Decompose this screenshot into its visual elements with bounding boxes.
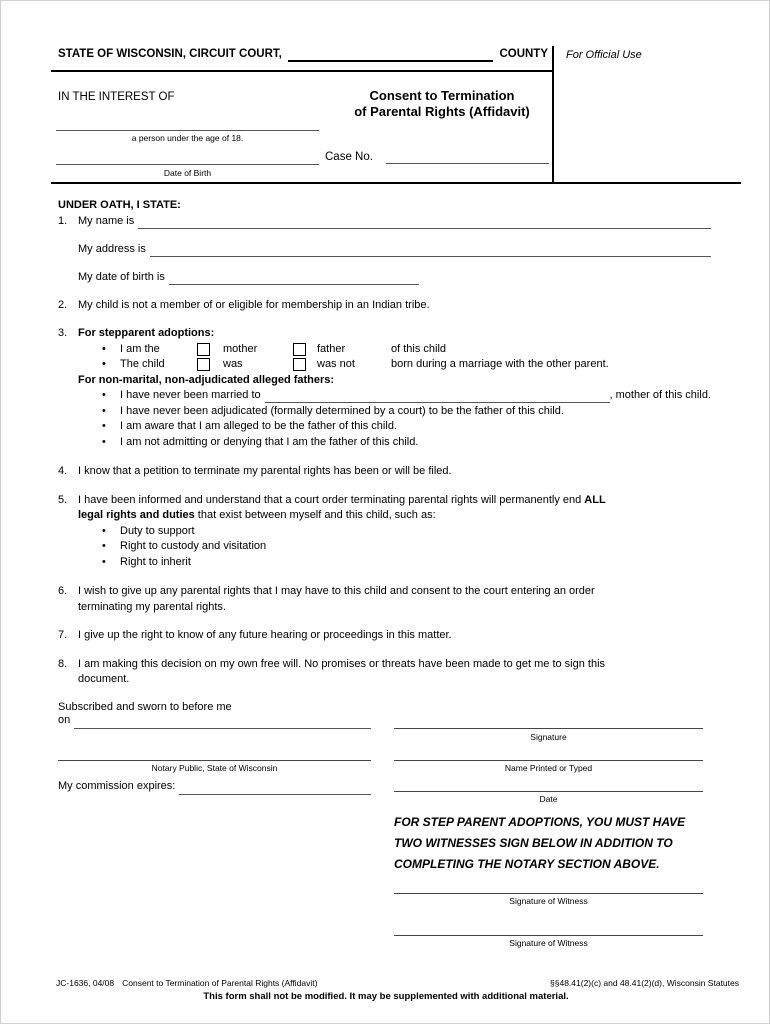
witness-signature-line-2[interactable]	[394, 935, 703, 936]
form-title-line-2: of Parental Rights (Affidavit)	[354, 104, 530, 119]
alleged-father-bullet: • I am aware that I am alleged to be the father of this child.	[78, 419, 711, 435]
item-1	[58, 214, 711, 298]
stepparent-heading: For stepparent adoptions:	[78, 327, 215, 339]
never-married-bullet	[78, 388, 711, 404]
county-name-field-line[interactable]	[288, 50, 494, 62]
date-caption: Date	[539, 794, 558, 804]
name-field-line[interactable]	[138, 214, 711, 230]
child-name-field-line[interactable]	[56, 117, 319, 131]
item-8-line-2: document.	[78, 673, 130, 685]
footer-form-id	[56, 978, 317, 989]
court-header-row	[58, 47, 548, 63]
item-4	[58, 464, 711, 480]
interest-label: IN THE INTEREST OF	[58, 91, 175, 103]
sworn-text: Subscribed and sworn to before me	[58, 701, 232, 713]
witness-caption-2: Signature of Witness	[509, 938, 588, 948]
duty-support-bullet: • Duty to support	[78, 524, 711, 540]
oath-heading: UNDER OATH, I STATE:	[58, 199, 181, 211]
signature-caption: Signature	[530, 732, 567, 742]
name-field-row	[78, 214, 711, 230]
footer-statutes: §§48.41(2)(c) and 48.41(2)(d), Wisconsin Statutes	[550, 978, 739, 988]
never-married-prefix: I have never been married to	[120, 389, 261, 401]
row1-tail: of this child	[391, 342, 447, 355]
court-prefix-label: STATE OF WISCONSIN, CIRCUIT COURT,	[58, 48, 282, 60]
dob-field-line[interactable]	[169, 270, 419, 286]
footer-form-title: Consent to Termination of Parental Rights (Affidavit)	[122, 978, 318, 988]
commission-row	[58, 779, 371, 795]
mother-name-field-line[interactable]	[265, 388, 610, 403]
mother-label: mother	[223, 342, 258, 355]
mother-checkbox[interactable]	[197, 343, 210, 356]
item-6-number: 6.	[58, 585, 68, 597]
address-label: My address is	[78, 242, 146, 255]
item-3-number: 3.	[58, 327, 68, 339]
form-number: JC-1636, 04/08	[56, 978, 115, 988]
printed-name-caption: Name Printed or Typed	[504, 763, 593, 773]
bullet-icon	[78, 357, 120, 373]
row1-label: I am the	[120, 342, 160, 355]
header-rule-top	[51, 70, 552, 72]
bullet-icon	[102, 524, 120, 540]
bullet-icon	[102, 419, 120, 435]
item-5-number: 5.	[58, 493, 68, 506]
form-title	[331, 88, 553, 120]
child-name-caption: a person under the age of 18.	[131, 133, 244, 143]
case-no-field-line[interactable]	[386, 150, 549, 164]
never-married-suffix: , mother of this child.	[609, 389, 711, 401]
nonmarital-heading: For non-marital, non-adjudicated alleged fathers:	[78, 373, 335, 386]
item-4-number: 4.	[58, 465, 68, 477]
never-adjudicated-bullet: • I have never been adjudicated (formally determined by a court) to be the father of this child.	[78, 404, 711, 420]
was-not-checkbox[interactable]	[293, 358, 306, 371]
bullet-icon	[102, 555, 120, 571]
item-5	[58, 493, 711, 571]
sworn-date-row	[58, 713, 371, 729]
address-field-line[interactable]	[150, 242, 711, 258]
inherit-bullet: • Right to inherit	[78, 555, 711, 571]
on-label: on	[58, 714, 71, 726]
form-title-line-1: Consent to Termination	[369, 88, 515, 103]
witness-notice	[394, 812, 716, 875]
official-use-label: For Official Use	[566, 49, 642, 61]
item-4-text: I know that a petition to terminate my parental rights has been or will be filed.	[78, 465, 452, 477]
row2-label: The child	[120, 358, 165, 370]
notary-caption: Notary Public, State of Wisconsin	[151, 763, 278, 773]
bullet-icon	[102, 435, 120, 451]
was-checkbox[interactable]	[197, 358, 210, 371]
bullet-icon	[102, 388, 120, 404]
item-6	[58, 584, 711, 615]
father-label: father	[317, 342, 346, 355]
item-7	[58, 628, 711, 644]
custody-visitation-bullet: • Right to custody and visitation	[78, 539, 711, 555]
county-label: COUNTY	[499, 48, 548, 60]
item-8-line-1: I am making this decision on my own free will. No promises or threats have been made to get me to sign this	[78, 657, 606, 670]
witness-notice-line-3: COMPLETING THE NOTARY SECTION ABOVE.	[394, 857, 660, 871]
bullet-icon	[78, 342, 120, 358]
father-checkbox[interactable]	[293, 343, 306, 356]
case-no-label: Case No.	[325, 151, 373, 163]
bullet-icon	[102, 539, 120, 555]
item-6-line-2: terminating my parental rights.	[78, 600, 226, 613]
item-5-line-2: legal rights and duties that exist between myself and this child, such as:	[78, 509, 436, 521]
commission-date-field-line[interactable]	[179, 779, 371, 795]
witness-caption-1: Signature of Witness	[509, 896, 588, 906]
was-label: was	[223, 358, 243, 370]
item-7-number: 7.	[58, 629, 68, 641]
dob-field-row	[78, 270, 711, 286]
child-dob-field-line[interactable]	[56, 151, 319, 165]
bullet-icon	[102, 404, 120, 420]
item-5-line-1: I have been informed and understand that a court order terminating parental rights will permanently end ALL	[78, 493, 606, 506]
item-1-number: 1.	[58, 214, 68, 227]
footer-modification-notice: This form shall not be modified. It may be supplemented with additional material.	[203, 991, 569, 1002]
item-8	[58, 657, 711, 688]
stepparent-row-2	[78, 357, 711, 373]
date-line[interactable]	[394, 791, 703, 792]
printed-name-line[interactable]	[394, 760, 703, 761]
item-2-number: 2.	[58, 298, 68, 311]
was-not-label: was not	[317, 358, 355, 370]
rights-duties-bold-text: legal rights and duties	[78, 509, 195, 521]
item-2	[58, 298, 711, 314]
item-8-number: 8.	[58, 657, 68, 670]
signature-line[interactable]	[394, 728, 703, 729]
item-3	[58, 326, 711, 450]
form-body	[58, 198, 711, 688]
commission-label: My commission expires:	[58, 780, 176, 792]
witness-notice-line-2: TWO WITNESSES SIGN BELOW IN ADDITION TO	[394, 836, 673, 850]
item-2-text: My child is not a member of or eligible for membership in an Indian tribe.	[78, 298, 430, 311]
stepparent-row-1	[78, 342, 711, 358]
header-rule-bottom	[51, 182, 741, 184]
notary-signature-line[interactable]	[58, 760, 371, 761]
name-label: My name is	[78, 214, 135, 227]
all-bold-text: ALL	[584, 493, 606, 506]
address-field-row	[78, 242, 711, 258]
dob-label: My date of birth is	[78, 270, 165, 283]
witness-signature-line-1[interactable]	[394, 893, 703, 894]
sworn-date-field-line[interactable]	[74, 713, 371, 729]
row2-tail: born during a marriage with the other parent.	[391, 358, 609, 370]
item-6-line-1: I wish to give up any parental rights that I may have to this child and consent to the court entering an order	[78, 585, 595, 597]
child-dob-caption: Date of Birth	[163, 168, 212, 178]
not-admitting-bullet: • I am not admitting or denying that I am the father of this child.	[78, 435, 711, 451]
witness-notice-line-1: FOR STEP PARENT ADOPTIONS, YOU MUST HAVE	[394, 815, 686, 829]
item-7-text: I give up the right to know of any future hearing or proceedings in this matter.	[78, 629, 452, 641]
